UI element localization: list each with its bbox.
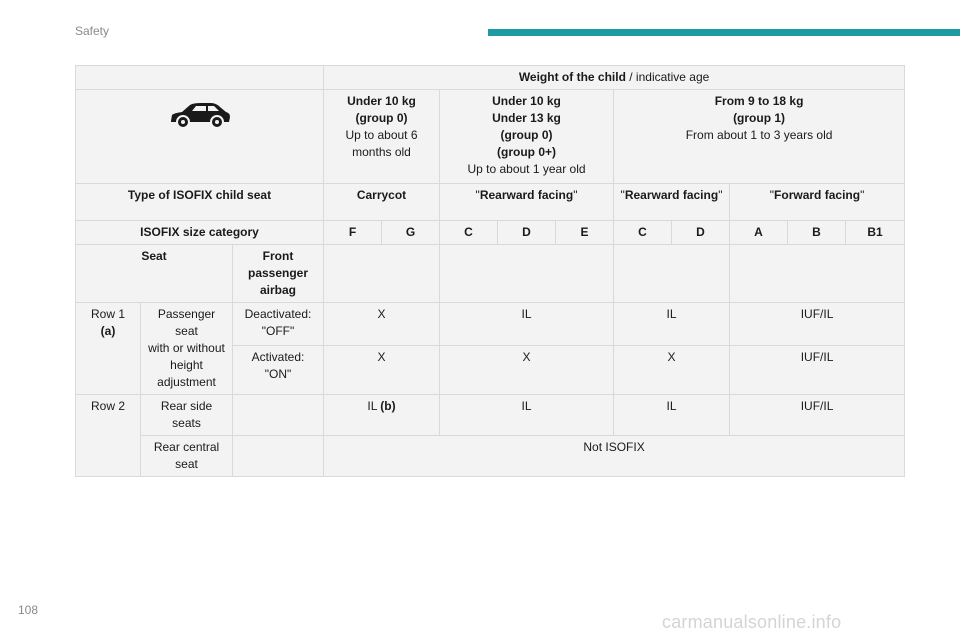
size-category-value: D bbox=[672, 221, 730, 245]
empty-cell bbox=[233, 395, 324, 436]
empty-cell bbox=[614, 245, 730, 303]
group-0plus-line: (group 0) bbox=[500, 128, 553, 142]
value-cell: IL bbox=[614, 395, 730, 436]
not-isofix-cell: Not ISOFIX bbox=[324, 436, 905, 477]
weight-heading bbox=[324, 66, 905, 90]
passenger-seat-cell bbox=[141, 303, 233, 395]
size-category-value: G bbox=[382, 221, 440, 245]
size-category-value: A bbox=[730, 221, 788, 245]
value-cell: X bbox=[614, 345, 730, 394]
size-category-value: C bbox=[440, 221, 498, 245]
airbag-activated: Activated: "ON" bbox=[233, 345, 324, 394]
empty-cell bbox=[440, 245, 614, 303]
group-0plus-line: Under 13 kg bbox=[492, 111, 561, 125]
seat-type-rearward-2: "Rearward facing" bbox=[614, 184, 730, 221]
airbag-header: Front passenger airbag bbox=[233, 245, 324, 303]
car-side-icon bbox=[168, 100, 232, 135]
passenger-seat-text: Passenger seat bbox=[157, 307, 216, 338]
size-category-value: B bbox=[788, 221, 846, 245]
size-category-value: E bbox=[556, 221, 614, 245]
value-cell bbox=[324, 395, 440, 436]
value-cell: X bbox=[324, 303, 440, 346]
value-il: IL bbox=[367, 399, 377, 413]
header-accent-bar bbox=[488, 29, 960, 36]
group-0-cell bbox=[324, 90, 440, 184]
rear-side-seats: Rear side seats bbox=[141, 395, 233, 436]
weight-heading-rest: / indicative age bbox=[625, 70, 710, 84]
passenger-seat-adjust: with or without height adjustment bbox=[148, 341, 225, 389]
value-cell: IUF/IL bbox=[730, 303, 905, 346]
group-1-cell bbox=[614, 90, 905, 184]
seat-type-label: Type of ISOFIX child seat bbox=[76, 184, 324, 221]
group-1-line: (group 1) bbox=[733, 111, 786, 125]
seat-type-rearward-1: "Rearward facing" bbox=[440, 184, 614, 221]
value-cell: IUF/IL bbox=[730, 395, 905, 436]
seat-header: Seat bbox=[76, 245, 233, 303]
seat-type-carrycot: Carrycot bbox=[324, 184, 440, 221]
empty-cell bbox=[324, 245, 440, 303]
group-1-line: From 9 to 18 kg bbox=[714, 94, 804, 108]
value-cell: IL bbox=[440, 395, 614, 436]
group-0-line: (group 0) bbox=[355, 111, 408, 125]
row-2-label: Row 2 bbox=[76, 395, 141, 477]
page-number: 108 bbox=[18, 603, 39, 617]
row-1-note: (a) bbox=[100, 324, 116, 338]
size-category-value: F bbox=[324, 221, 382, 245]
group-0plus-cell bbox=[440, 90, 614, 184]
size-category-value: C bbox=[614, 221, 672, 245]
group-0plus-age: Up to about 1 year old bbox=[467, 162, 586, 176]
value-cell: IUF/IL bbox=[730, 345, 905, 394]
header-empty-cell bbox=[76, 66, 324, 90]
group-0plus-line: Under 10 kg bbox=[492, 94, 561, 108]
group-0plus-line: (group 0+) bbox=[497, 145, 556, 159]
value-cell: X bbox=[324, 345, 440, 394]
watermark: carmanualsonline.info bbox=[662, 612, 842, 632]
isofix-table bbox=[75, 65, 905, 477]
section-title: Safety bbox=[75, 24, 110, 38]
rear-central-seat: Rear central seat bbox=[141, 436, 233, 477]
group-0-age: Up to about 6 months old bbox=[345, 128, 418, 159]
value-cell: IL bbox=[614, 303, 730, 346]
vehicle-cell bbox=[76, 90, 324, 184]
weight-heading-bold: Weight of the child bbox=[518, 70, 626, 84]
note-b: (b) bbox=[380, 399, 396, 413]
value-cell: X bbox=[440, 345, 614, 394]
size-category-label: ISOFIX size category bbox=[76, 221, 324, 245]
value-cell: IL bbox=[440, 303, 614, 346]
group-0-line: Under 10 kg bbox=[347, 94, 416, 108]
size-category-value: D bbox=[498, 221, 556, 245]
empty-cell bbox=[730, 245, 905, 303]
empty-cell bbox=[233, 436, 324, 477]
group-1-age: From about 1 to 3 years old bbox=[685, 128, 833, 142]
row-1-label bbox=[76, 303, 141, 395]
airbag-deactivated: Deactivated: "OFF" bbox=[233, 303, 324, 346]
size-category-value: B1 bbox=[846, 221, 905, 245]
seat-type-forward: "Forward facing" bbox=[730, 184, 905, 221]
row-1-text: Row 1 bbox=[90, 307, 125, 321]
